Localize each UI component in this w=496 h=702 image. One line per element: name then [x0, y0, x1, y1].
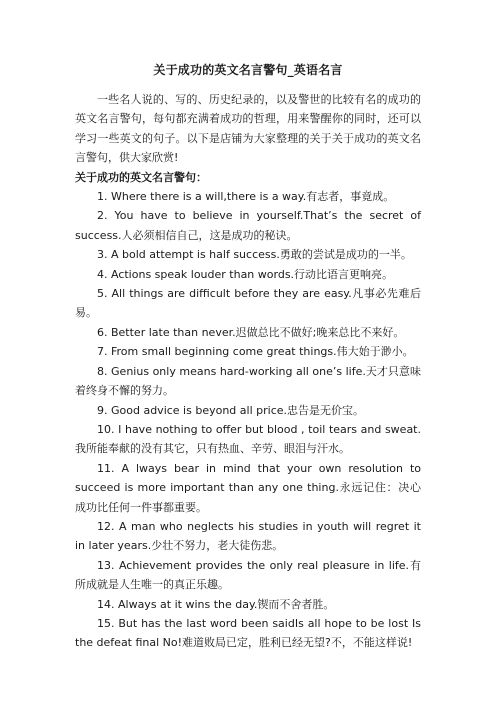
section-heading: 关于成功的英文名言警句：	[75, 170, 207, 184]
quote-item: 14. Always at it wins the day.锲而不舍者胜。	[97, 597, 335, 611]
quote-item: 2. You have to believe in yourself.That’s the secret of success.人必须相信自己，这是成功的秘诀。	[75, 209, 421, 242]
quote-item: 11. A lways bear in mind that your own resolution to succeed is more important than any one thing.永远记住：决心成功比任何一件事都重要。	[75, 461, 421, 514]
quote-item: 9. Good advice is beyond all price.忠告是无价宝。	[97, 403, 365, 417]
quote-item: 8. Genius only means hard-working all one’s life.天才只意味着终身不懈的努力。	[75, 364, 421, 398]
document-title: 关于成功的英文名言警句_英语名言	[153, 63, 343, 77]
quote-item: 1. Where there is a will,there is a way.有志者，事竟成。	[97, 190, 395, 204]
quote-item: 4. Actions speak louder than words.行动比语言更响亮。	[97, 267, 394, 281]
quote-item: 6. Better late than never.迟做总比不做好;晚来总比不来好。	[97, 325, 405, 339]
quote-list	[75, 187, 421, 653]
intro-paragraph: 一些名人说的、写的、历史纪录的，以及警世的比较有名的成功的英文名言警句，每句都充满着成功的哲理，用来警醒你的同时，还可以学习一些英文的句子。以下是店铺为大家整理的关于关于成功的英文名言警句，供大家欣赏!	[75, 93, 421, 165]
quote-item: 13. Achievement provides the only real pleasure in life.有所成就是人生唯一的真正乐趣。	[75, 558, 421, 592]
quote-item: 7. From small beginning come great things.伟大始于渺小。	[97, 345, 414, 359]
quote-item: 5. All things are difficult before they are easy.凡事必先难后易。	[75, 287, 421, 320]
quote-item: 10. I have nothing to offer but blood , toil tears and sweat. 我所能奉献的没有其它，只有热血、辛劳、眼泪与汗水。	[75, 422, 421, 456]
quote-item: 3. A bold attempt is half success.勇敢的尝试是成功的一半。	[97, 248, 412, 262]
quote-item: 15. But has the last word been saidIs all hope to be lost Is the defeat final No!难道败局已定，胜利已经无望?不，不能这样说!	[75, 616, 421, 650]
quote-item: 12. A man who neglects his studies in youth will regret it in later years.少壮不努力，老大徒伤悲。	[75, 519, 421, 553]
